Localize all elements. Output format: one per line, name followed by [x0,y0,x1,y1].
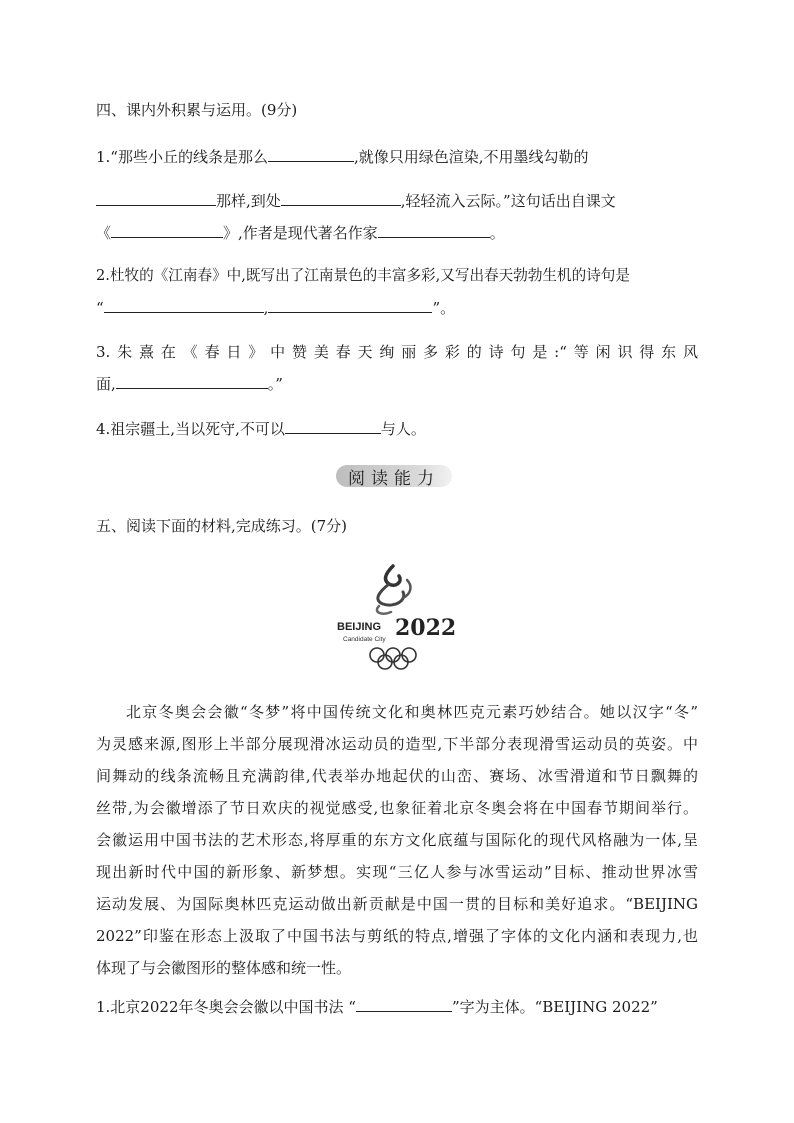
q3-blank[interactable] [116,373,268,389]
question-4 [96,418,426,439]
q1-text-g: 。 [489,224,505,242]
q1-blank-1[interactable] [268,146,354,162]
q4-text-b: 与人。 [380,420,426,438]
passage-line: 间舞动的线条流畅且充满韵律,代表举办地起伏的山峦、赛场、冰雪滑道和节日飘舞的 [96,767,698,785]
logo-candidate-text: Candidate City [343,636,386,643]
passage-line: 2022”印鉴在形态上汲取了中国书法与剪纸的特点,增强了字体的文化内涵和表现力,也 [96,927,698,945]
question-1-line-3 [96,222,505,243]
question-1-line-2 [96,190,616,211]
passage-line: 北京冬奥会会徽“冬梦”将中国传统文化和奥林匹克元素巧妙结合。她以汉字“冬” [126,703,698,721]
olympic-rings-icon [370,648,416,669]
section-4-heading: 四、课内外积累与运用。(9分) [96,101,298,119]
q2-blank-1[interactable] [104,297,264,313]
logo-beijing-text: BEIJING [337,621,382,633]
passage-line: 现出新时代中国的新形象、新梦想。实现“三亿人参与冰雪运动”目标、推动世界冰雪 [96,863,698,881]
question-2-line-2 [96,297,455,318]
question-1-line-1 [96,146,589,167]
badge-label: 阅读能力 [348,469,440,489]
logo-year-text: 2022 [395,615,457,641]
s5-q1-text-a: 1.北京2022年冬奥会会徽以中国书法 “ [96,998,356,1016]
question-2-line-1: 2.杜牧的《江南春》中,既写出了江南景色的丰富多彩,又写出春天勃勃生机的诗句是 [96,267,630,284]
q1-blank-4[interactable] [111,222,223,238]
q1-text-d: ,轻轻流入云际。”这句话出自课文 [400,192,616,210]
passage-line: 丝带,为会徽增添了节日欢庆的视觉感受,也象征着北京冬奥会将在中国春节期间举行。 [96,799,698,817]
reading-passage [96,696,698,984]
section-5-heading: 五、阅读下面的材料,完成练习。(7分) [96,517,348,535]
q1-text-f: 》,作者是现代著名作家 [223,224,378,242]
q2-open-quote: “ [96,299,104,317]
q2-blank-2[interactable] [268,297,432,313]
q3-text-b: 。” [267,375,283,393]
q1-text-c: 那样,到处 [216,192,281,210]
passage-line: 会徽运用中国书法的艺术形态,将厚重的东方文化底蕴与国际化的现代风格融为一体,呈 [96,831,698,849]
passage-line: 为灵感来源,图形上半部分展现滑冰运动员的造型,下半部分表现滑雪运动员的英姿。中 [96,735,698,753]
q4-text-a: 4.祖宗疆土,当以死守,不可以 [96,420,285,438]
q1-text-e: 《 [96,224,112,242]
q1-blank-3[interactable] [281,190,401,206]
q1-blank-5[interactable] [378,222,490,238]
section-5-question-1 [96,996,658,1017]
beijing-2022-logo [333,560,457,672]
s5-q1-blank[interactable] [356,996,452,1012]
q1-text-a: 1.“那些小丘的线条是那么 [96,148,268,166]
passage-line: 体现了与会徽图形的整体感和统一性。 [96,959,352,977]
q4-blank[interactable] [285,418,381,434]
passage-line: 运动发展、为国际奥林匹克运动做出新贡献是中国一贯的目标和美好追求。“BEIJING [96,895,698,913]
winter-dream-emblem-icon [333,560,457,672]
question-3-line-2 [96,373,283,394]
question-3-line-1: 3.朱熹在《春日》中赞美春天绚丽多彩的诗句是:“等闲识得东风 [96,343,698,361]
reading-ability-badge [336,461,456,491]
q1-blank-2[interactable] [96,190,216,206]
q2-comma: , [263,299,269,317]
q1-text-b: ,就像只用绿色渲染,不用墨线勾勒的 [353,148,589,166]
q3-text-a: 面, [96,375,116,393]
q2-close: ”。 [432,299,456,317]
s5-q1-text-b: ”字为主体。“BEIJING 2022” [451,998,658,1016]
